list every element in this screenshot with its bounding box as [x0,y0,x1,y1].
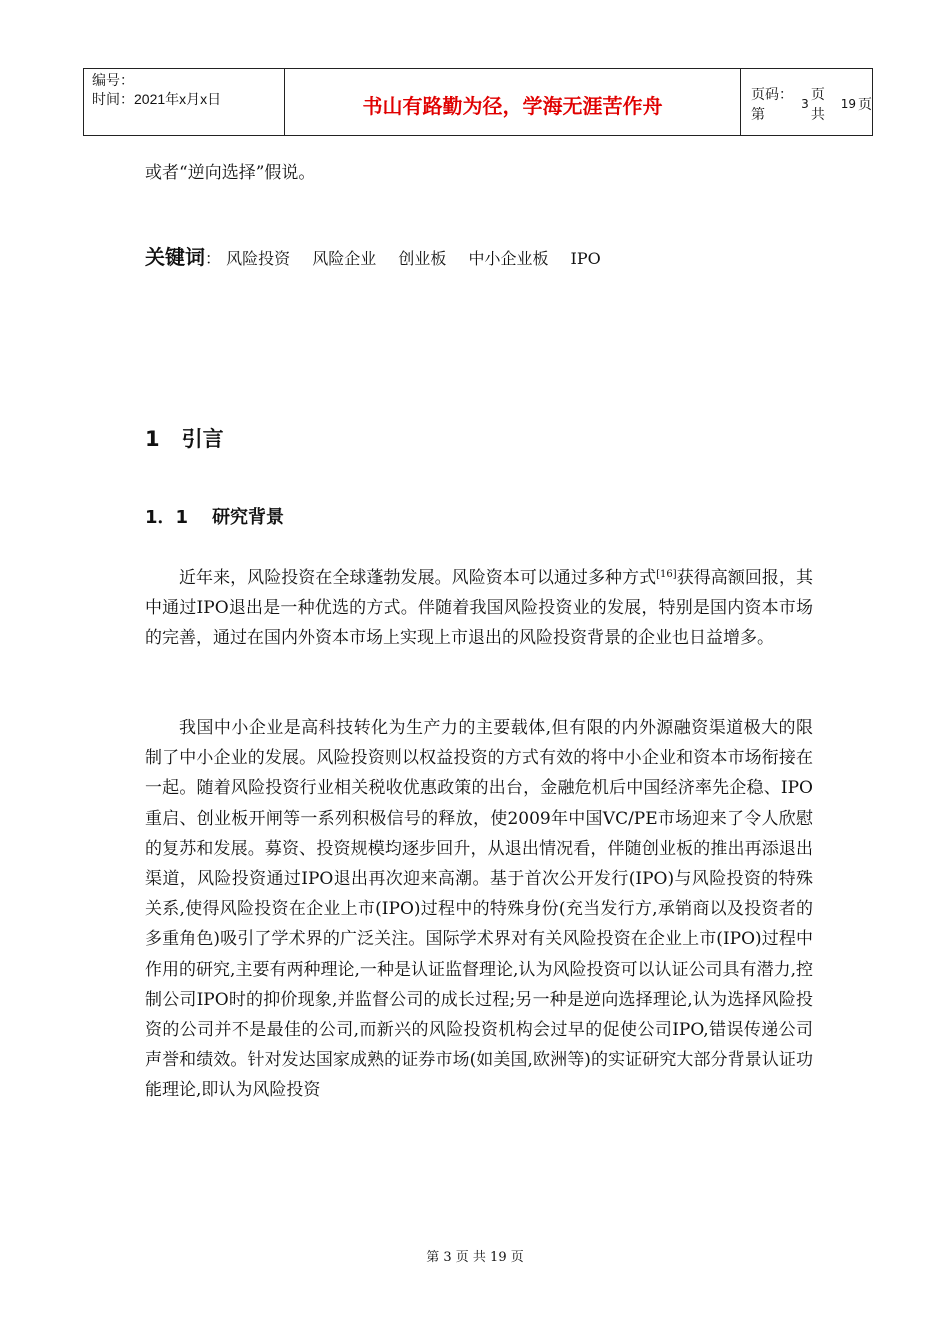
keyword-item: 中小企业板 [468,249,549,268]
opening-line: 或者“逆向选择”假说。 [145,163,316,183]
section-title: 引言 [181,427,224,451]
paragraph-2: 我国中小企业是高科技转化为生产力的主要载体,但有限的内外源融资渠道极大的限制了中小企业的发展。风险投资则以权益投资的方式有效的将中小企业和资本市场衔接在一起。随着风险投资行业相关税收优惠政策的出台，金融危机后中国经济率先企稳、IPO重启、创业板开闸等一系列积极信号的释放，使2009年中国VC/PE市场迎来了令人欣慰的复苏和发展。募资、投资规模均逐步回升，从退出情况看，伴随创业板的推出再添退出渠道，风险投资通过IPO退出再次迎来高潮。基于首次公开发行(IPO)与风险投资的特殊关系,使得风险投资在企业上市(IPO)过程中的特殊身份(充当发行方,承销商以及投资者的多重角色)吸引了学术界的广泛关注。国际学术界对有关风险投资在企业上市(IPO)过程中作用的研究,主要有两种理论,一种是认证监督理论,认为风险投资可以认证公司具有潜力,控制公司IPO时的抑价现象,并监督公司的成长过程;另一种是逆向选择理论,认为选择风险投资的公司并不是最佳的公司,而新兴的风险投资机构会过早的促使公司IPO,错误传递公司声誉和绩效。针对发达国家成熟的证券市场(如美国,欧洲等)的实证研究大部分背景认证功能理论,即认为风险投资 [145,718,813,1101]
keywords-label: 关键词 [145,245,205,269]
page-footer: 第 3 页 共 19 页 [426,1250,524,1265]
citation-ref: [16] [656,569,677,580]
header-page-suffix: 页 [858,97,872,113]
header-motto: 书山有路勤为径，学海无涯苦作舟 [285,69,741,135]
keywords-line [145,241,618,270]
keywords-colon: ： [205,249,222,268]
keyword-item: 风险企业 [312,249,377,268]
header-page-prefix: 页码：第 [751,87,793,123]
paragraph-1 [145,563,813,654]
header-page-number [741,69,872,135]
subsection-heading [145,503,284,529]
header-page-total: 19 [840,97,856,111]
keyword-item: 风险投资 [226,249,291,268]
paragraph-1-text-b: 获得高额回报，其中通过IPO退出是一种优选的方式。伴随着我国风险投资业的发展，特别是国内资本市场的完善，通过在国内外资本市场上实现上市退出的风险投资背景的企业也日益增多。 [145,568,814,649]
section-number: 1 [145,427,160,451]
header-number-label: 编号： [92,72,134,88]
header-time-label: 时间：2021年x月x日 [92,91,222,107]
keyword-item: IPO [570,249,601,268]
subsection-title: 研究背景 [212,507,285,528]
header-meta-cell [84,69,285,135]
document-header-table [83,68,873,136]
paragraph-1-text-a: 近年来，风险投资在全球蓬勃发展。风险资本可以通过多种方式 [179,568,657,588]
subsection-number: 1．1 [145,507,189,528]
keyword-item: 创业板 [398,249,447,268]
header-page-middle: 页 共 [810,87,825,123]
section-heading [145,423,224,453]
header-page-current: 3 [801,97,809,111]
